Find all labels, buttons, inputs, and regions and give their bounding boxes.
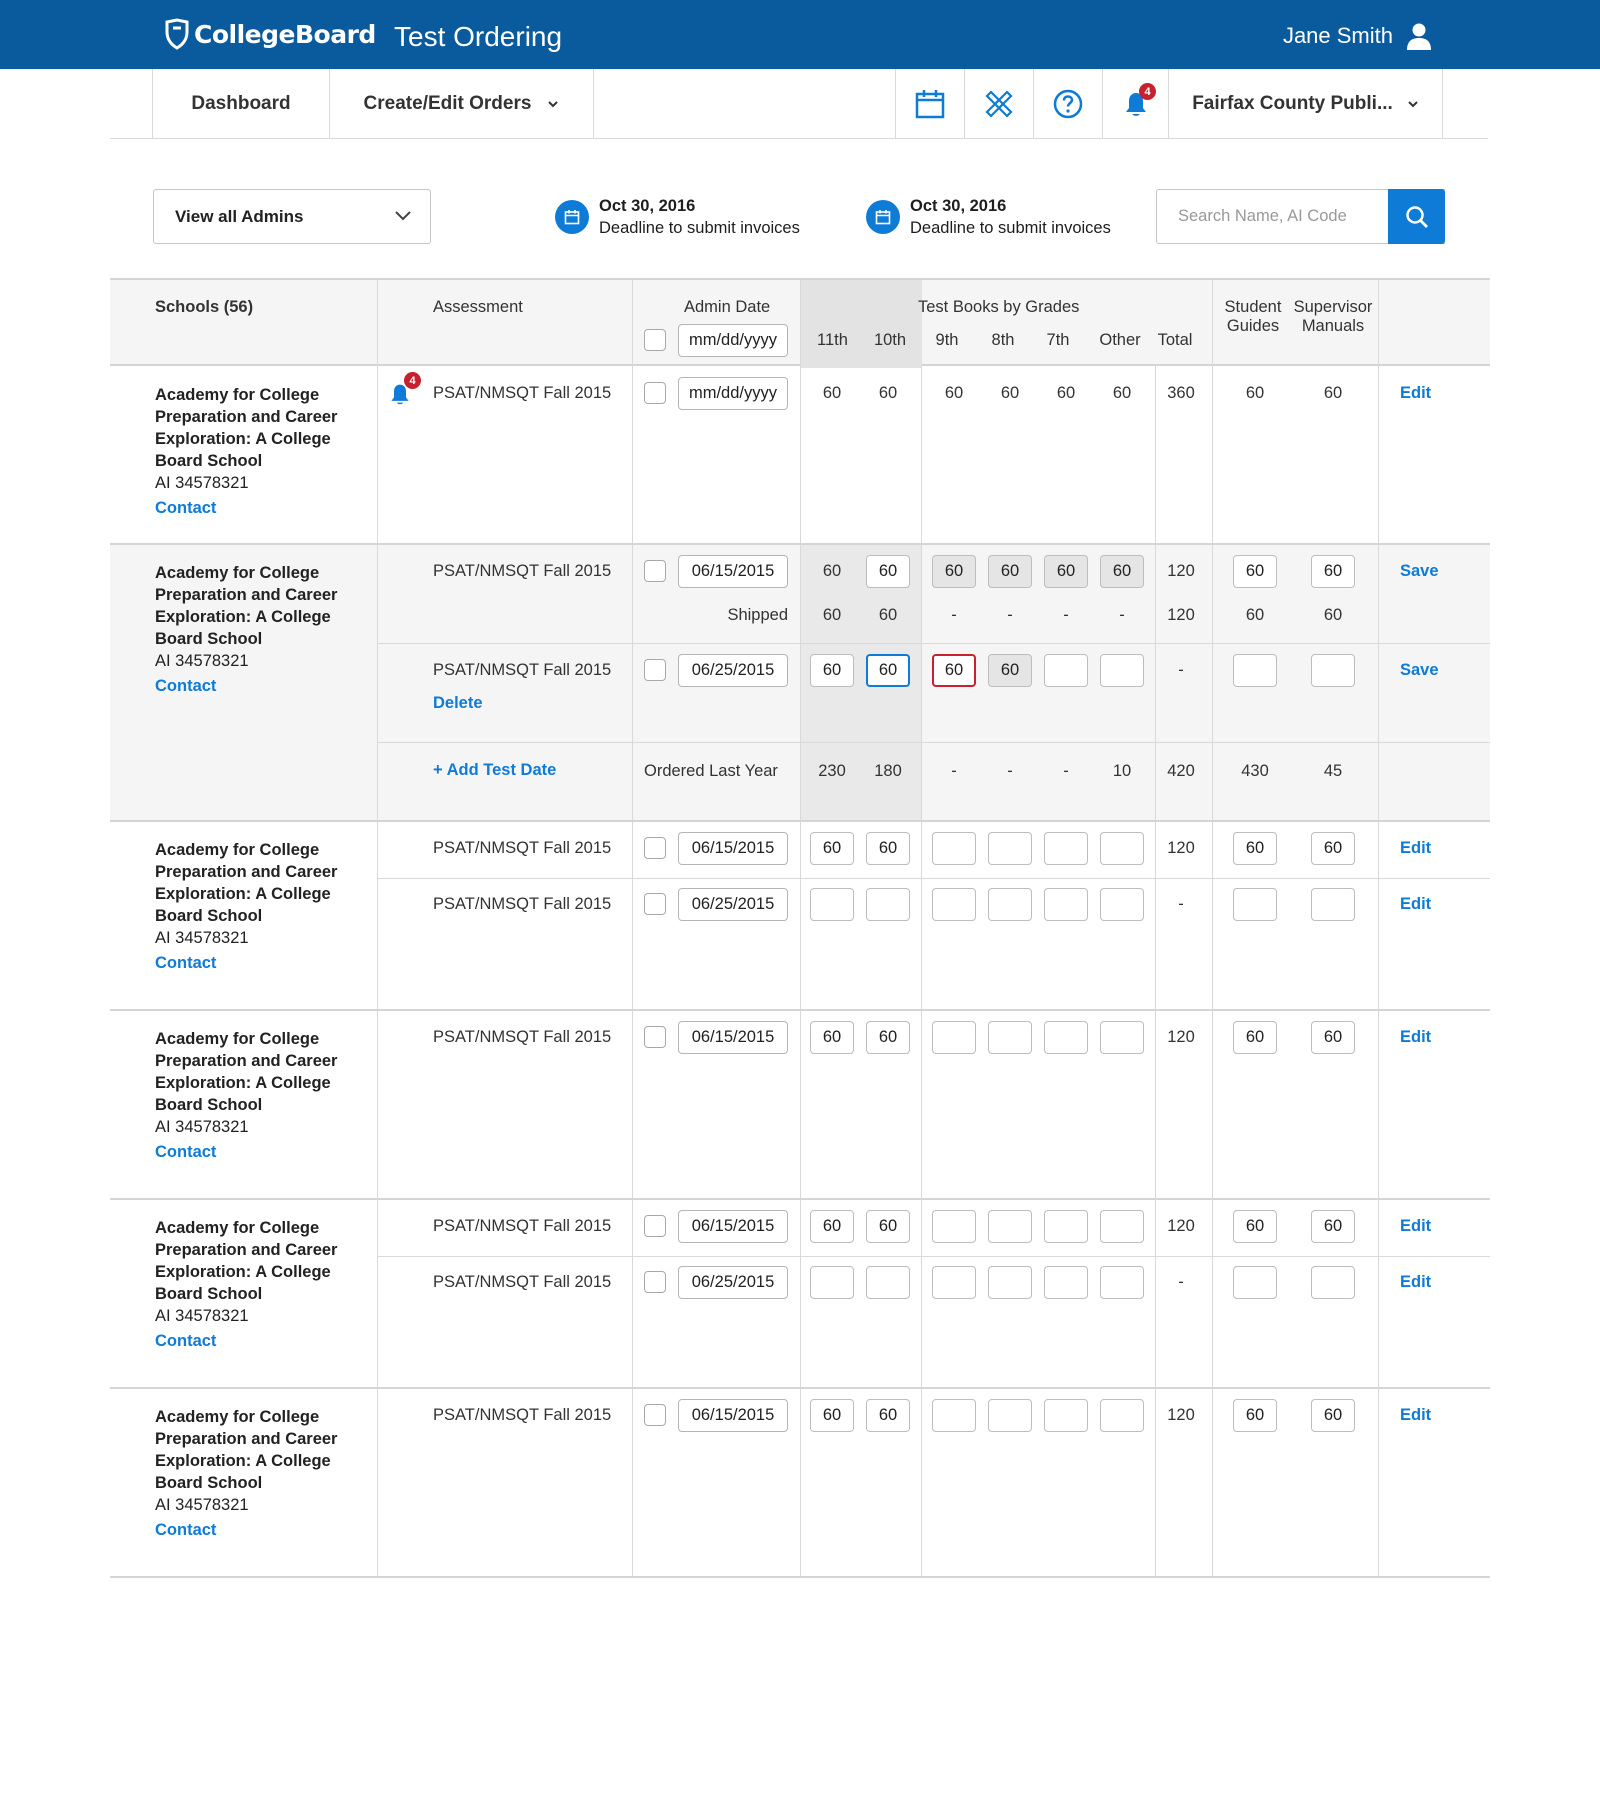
shipped-other: -	[1119, 606, 1125, 624]
last-year-manuals: 45	[1323, 762, 1343, 780]
grade-g7-input[interactable]	[1044, 832, 1088, 865]
admin-date-input[interactable]: 06/25/2015	[678, 888, 788, 921]
total-value: -	[1178, 661, 1184, 679]
header-other: Other	[1099, 331, 1141, 349]
supervisor-manuals-input[interactable]: 60	[1311, 1210, 1355, 1243]
ruler-pencil-icon	[983, 88, 1015, 120]
header-grade-9: 9th	[935, 331, 959, 349]
add-test-date-link[interactable]: + Add Test Date	[433, 761, 557, 779]
admin-date-input[interactable]: 06/25/2015	[678, 654, 788, 687]
nav-create-edit-orders[interactable]	[329, 69, 594, 139]
ordered-last-year-label: Ordered Last Year	[644, 762, 778, 780]
brand-name: CollegeBoard	[194, 19, 376, 49]
alert-bell[interactable]	[388, 374, 416, 413]
grade-other-input[interactable]	[1100, 888, 1144, 921]
grade-g8-input[interactable]: 60	[988, 555, 1032, 588]
edit-link[interactable]: Edit	[1400, 895, 1432, 913]
school-info	[155, 384, 355, 519]
last-year-g7: -	[1063, 762, 1069, 780]
grade-other-input[interactable]	[1100, 1021, 1144, 1054]
admin-date-input[interactable]: 06/15/2015	[678, 1021, 788, 1054]
grade-g8-input[interactable]	[988, 1021, 1032, 1054]
header-grade-11: 11th	[817, 331, 848, 349]
last-year-other: 10	[1112, 762, 1132, 780]
value-manuals: 60	[1323, 384, 1343, 402]
school-group-editing	[110, 545, 1490, 822]
shipped-g11: 60	[822, 606, 842, 624]
last-year-total: 420	[1167, 762, 1195, 780]
table-header	[110, 278, 1490, 366]
edit-link[interactable]: Edit	[1400, 1028, 1432, 1046]
calendar-icon	[915, 89, 945, 119]
edit-link[interactable]: Edit	[1400, 1406, 1432, 1424]
shipped-total: 120	[1167, 606, 1195, 624]
app-title: Test Ordering	[394, 21, 563, 52]
grade-11-input[interactable]: 60	[810, 1210, 854, 1243]
ai-code: AI 34578321	[155, 1118, 249, 1136]
select-all-checkbox[interactable]	[644, 329, 666, 351]
last-year-g9: -	[951, 762, 957, 780]
school-name: Academy for College Preparation and Career Exploration: A College Board School	[155, 1219, 338, 1303]
deadline-label: Deadline to submit invoices	[910, 219, 1111, 237]
value-g11: 60	[822, 562, 842, 580]
grade-g9-input[interactable]	[932, 1266, 976, 1299]
header-admin-date: Admin Date	[684, 298, 771, 316]
total-value: 120	[1167, 1028, 1195, 1046]
assessment-name: PSAT/NMSQT Fall 2015	[433, 1217, 612, 1235]
contact-link[interactable]: Contact	[155, 499, 217, 517]
search-button[interactable]	[1388, 189, 1445, 244]
contact-link[interactable]: Contact	[155, 677, 217, 695]
total-value: 120	[1167, 839, 1195, 857]
header-grade-8: 8th	[991, 331, 1015, 349]
nav-tools[interactable]	[964, 69, 1033, 139]
contact-link[interactable]: Contact	[155, 1332, 217, 1350]
contact-link[interactable]: Contact	[155, 954, 217, 972]
deadline-date: Oct 30, 2016	[910, 197, 1007, 215]
school-group	[110, 1011, 1490, 1200]
help-icon	[1053, 89, 1083, 119]
last-year-g11: 230	[818, 762, 846, 780]
row-checkbox[interactable]	[644, 893, 666, 915]
school-group	[110, 822, 1490, 1011]
shipped-g10: 60	[878, 606, 898, 624]
value-guides: 60	[1245, 384, 1265, 402]
chevron-down-icon	[547, 100, 559, 108]
assessment-name: PSAT/NMSQT Fall 2015	[433, 1273, 612, 1291]
grade-g8-input[interactable]	[988, 888, 1032, 921]
deadline-notice	[555, 195, 800, 239]
edit-link[interactable]: Edit	[1400, 839, 1432, 857]
chevron-down-icon	[394, 210, 412, 221]
school-info	[155, 562, 355, 697]
search-input[interactable]: Search Name, AI Code	[1156, 189, 1445, 244]
org-selector[interactable]	[1168, 69, 1443, 139]
assessment-name: PSAT/NMSQT Fall 2015	[433, 562, 612, 580]
value-other: 60	[1112, 384, 1132, 402]
grade-other-input[interactable]	[1100, 1399, 1144, 1432]
student-guides-input[interactable]	[1233, 654, 1277, 687]
supervisor-manuals-input[interactable]: 60	[1311, 1021, 1355, 1054]
grade-other-input[interactable]	[1100, 654, 1144, 687]
header-grade-10: 10th	[873, 331, 907, 349]
user-menu[interactable]	[1283, 22, 1431, 50]
grade-g7-input[interactable]: 60	[1044, 555, 1088, 588]
last-year-g8: -	[1007, 762, 1013, 780]
shipped-g7: -	[1063, 606, 1069, 624]
grade-11-input[interactable]	[810, 888, 854, 921]
row-checkbox[interactable]	[644, 1271, 666, 1293]
grade-g9-input[interactable]	[932, 832, 976, 865]
grade-9-input-error[interactable]: 60	[932, 654, 976, 687]
grade-g9-input[interactable]	[932, 1021, 976, 1054]
grade-10-input[interactable]: 60	[866, 1399, 910, 1432]
contact-link[interactable]: Contact	[155, 1521, 217, 1539]
user-name: Jane Smith	[1282, 23, 1393, 48]
grade-g9-input[interactable]	[932, 1210, 976, 1243]
header-student-guides: Student Guides	[1224, 298, 1282, 335]
grade-g8-input[interactable]	[988, 1399, 1032, 1432]
grade-g8-input[interactable]	[988, 1210, 1032, 1243]
acorn-shield-icon	[164, 18, 190, 50]
school-group	[110, 1389, 1490, 1578]
grade-g9-input[interactable]: 60	[932, 555, 976, 588]
chevron-down-icon	[1407, 100, 1419, 108]
student-guides-input[interactable]: 60	[1233, 1021, 1277, 1054]
last-year-guides: 430	[1241, 762, 1269, 780]
row-checkbox[interactable]	[644, 837, 666, 859]
value-g7: 60	[1056, 384, 1076, 402]
save-link[interactable]: Save	[1400, 661, 1439, 679]
header-test-books: Test Books by Grades	[918, 298, 1080, 316]
supervisor-manuals-input[interactable]: 60	[1311, 555, 1355, 588]
nav-dashboard[interactable]	[152, 69, 329, 139]
value-g9: 60	[944, 384, 964, 402]
main-nav	[110, 69, 1488, 139]
calendar-icon	[866, 200, 900, 234]
total-value: 120	[1167, 1406, 1195, 1424]
school-name: Academy for College Preparation and Career Exploration: A College Board School	[155, 564, 338, 648]
admin-date-input[interactable]: 06/15/2015	[678, 1399, 788, 1432]
grade-7-input[interactable]	[1044, 654, 1088, 687]
school-group	[110, 366, 1490, 545]
calendar-icon	[555, 200, 589, 234]
bulk-date-input[interactable]: mm/dd/yyyy	[678, 324, 788, 357]
nav-dashboard-label: Dashboard	[191, 93, 291, 114]
supervisor-manuals-input[interactable]	[1311, 888, 1355, 921]
grade-10-input[interactable]	[866, 888, 910, 921]
header-total: Total	[1157, 331, 1193, 349]
row-checkbox[interactable]	[644, 382, 666, 404]
school-info	[155, 1028, 355, 1163]
supervisor-manuals-input[interactable]	[1311, 654, 1355, 687]
row-checkbox[interactable]	[644, 659, 666, 681]
admin-select-value: View all Admins	[175, 206, 304, 226]
grade-highlight	[800, 280, 922, 368]
header-grade-7: 7th	[1046, 331, 1070, 349]
supervisor-manuals-input[interactable]: 60	[1311, 832, 1355, 865]
grade-8-input[interactable]: 60	[988, 654, 1032, 687]
assessment-name: PSAT/NMSQT Fall 2015	[433, 1028, 612, 1046]
grade-g7-input[interactable]	[1044, 888, 1088, 921]
grade-10-input[interactable]	[866, 1266, 910, 1299]
shipped-g9: -	[951, 606, 957, 624]
grade-11-input[interactable]	[810, 1266, 854, 1299]
total-value: -	[1178, 895, 1184, 913]
search-icon	[1405, 205, 1429, 229]
ai-code: AI 34578321	[155, 929, 249, 947]
grade-11-input[interactable]: 60	[810, 654, 854, 687]
shipped-label: Shipped	[727, 606, 788, 624]
student-guides-input[interactable]	[1233, 888, 1277, 921]
assessment-name: PSAT/NMSQT Fall 2015	[433, 839, 612, 857]
value-g10: 60	[878, 384, 898, 402]
shipped-g8: -	[1007, 606, 1013, 624]
value-g11: 60	[822, 384, 842, 402]
deadline-label: Deadline to submit invoices	[599, 219, 800, 237]
grade-10-input[interactable]: 60	[866, 832, 910, 865]
notification-badge: 4	[1139, 83, 1156, 100]
grade-11-input[interactable]: 60	[810, 1021, 854, 1054]
edit-link[interactable]: Edit	[1400, 1273, 1432, 1291]
value-total: 360	[1167, 384, 1195, 402]
admin-date-input[interactable]: 06/15/2015	[678, 555, 788, 588]
grade-g8-input[interactable]	[988, 1266, 1032, 1299]
grade-g7-input[interactable]	[1044, 1210, 1088, 1243]
school-name: Academy for College Preparation and Career Exploration: A College Board School	[155, 1408, 338, 1492]
grade-other-input[interactable]	[1100, 1266, 1144, 1299]
top-bar	[0, 0, 1600, 69]
grade-g9-input[interactable]	[932, 888, 976, 921]
ai-code: AI 34578321	[155, 474, 249, 492]
ai-code: AI 34578321	[155, 652, 249, 670]
grade-11-input[interactable]: 60	[810, 832, 854, 865]
admin-date-input[interactable]: 06/25/2015	[678, 1266, 788, 1299]
grade-g9-input[interactable]	[932, 1399, 976, 1432]
student-guides-input[interactable]	[1233, 1266, 1277, 1299]
grade-11-input[interactable]: 60	[810, 1399, 854, 1432]
alert-badge: 4	[404, 372, 421, 389]
grade-other-input[interactable]	[1100, 1210, 1144, 1243]
student-guides-input[interactable]: 60	[1233, 555, 1277, 588]
user-icon	[1407, 22, 1431, 50]
nav-create-edit-label: Create/Edit Orders	[363, 93, 532, 114]
school-group	[110, 1200, 1490, 1389]
row-checkbox[interactable]	[644, 1215, 666, 1237]
header-schools: Schools (56)	[155, 298, 254, 316]
grade-10-input-focused[interactable]: 60	[866, 654, 910, 687]
supervisor-manuals-input[interactable]	[1311, 1266, 1355, 1299]
admin-date-input[interactable]: 06/15/2015	[678, 1210, 788, 1243]
shipped-guides: 60	[1245, 606, 1265, 624]
ai-code: AI 34578321	[155, 1496, 249, 1514]
value-g8: 60	[1000, 384, 1020, 402]
school-name: Academy for College Preparation and Career Exploration: A College Board School	[155, 1030, 338, 1114]
student-guides-input[interactable]: 60	[1233, 1399, 1277, 1432]
row-checkbox[interactable]	[644, 560, 666, 582]
shipped-manuals: 60	[1323, 606, 1343, 624]
grade-g7-input[interactable]	[1044, 1266, 1088, 1299]
header-supervisor-manuals: Supervisor Manuals	[1293, 298, 1373, 335]
contact-link[interactable]: Contact	[155, 1143, 217, 1161]
deadline-notice	[866, 195, 1111, 239]
grade-g7-input[interactable]	[1044, 1399, 1088, 1432]
assessment-name: PSAT/NMSQT Fall 2015	[433, 1406, 612, 1424]
edit-link[interactable]: Edit	[1400, 1217, 1432, 1235]
total-value: 120	[1167, 562, 1195, 580]
grade-10-input[interactable]: 60	[866, 1021, 910, 1054]
org-name: Fairfax County Publi...	[1192, 93, 1393, 114]
row-checkbox[interactable]	[644, 1404, 666, 1426]
assessment-name: PSAT/NMSQT Fall 2015	[433, 384, 612, 402]
student-guides-input[interactable]: 60	[1233, 1210, 1277, 1243]
school-name: Academy for College Preparation and Career Exploration: A College Board School	[155, 386, 338, 470]
collegeboard-logo[interactable]	[164, 18, 376, 50]
nav-help[interactable]	[1033, 69, 1102, 139]
school-name: Academy for College Preparation and Career Exploration: A College Board School	[155, 841, 338, 925]
grade-g8-input[interactable]	[988, 832, 1032, 865]
school-info	[155, 1406, 355, 1541]
total-value: -	[1178, 1273, 1184, 1291]
assessment-name: PSAT/NMSQT Fall 2015	[433, 661, 612, 679]
student-guides-input[interactable]: 60	[1233, 832, 1277, 865]
school-info	[155, 839, 355, 974]
admin-date-input[interactable]: 06/15/2015	[678, 832, 788, 865]
school-info	[155, 1217, 355, 1352]
total-value: 120	[1167, 1217, 1195, 1235]
deadline-date: Oct 30, 2016	[599, 197, 696, 215]
ai-code: AI 34578321	[155, 1307, 249, 1325]
grade-10-input[interactable]: 60	[866, 555, 910, 588]
edit-link[interactable]: Edit	[1400, 384, 1432, 402]
assessment-name: PSAT/NMSQT Fall 2015	[433, 895, 612, 913]
header-assessment: Assessment	[433, 298, 523, 316]
nav-notifications[interactable]	[1102, 69, 1168, 139]
save-link[interactable]: Save	[1400, 562, 1439, 580]
admin-select[interactable]	[153, 189, 431, 244]
nav-calendar[interactable]	[895, 69, 964, 139]
grade-g7-input[interactable]	[1044, 1021, 1088, 1054]
grade-10-input[interactable]: 60	[866, 1210, 910, 1243]
grade-other-input[interactable]: 60	[1100, 555, 1144, 588]
delete-link[interactable]: Delete	[433, 694, 483, 712]
admin-date-input[interactable]: mm/dd/yyyy	[678, 377, 788, 410]
last-year-g10: 180	[874, 762, 902, 780]
grade-other-input[interactable]	[1100, 832, 1144, 865]
supervisor-manuals-input[interactable]: 60	[1311, 1399, 1355, 1432]
row-checkbox[interactable]	[644, 1026, 666, 1048]
